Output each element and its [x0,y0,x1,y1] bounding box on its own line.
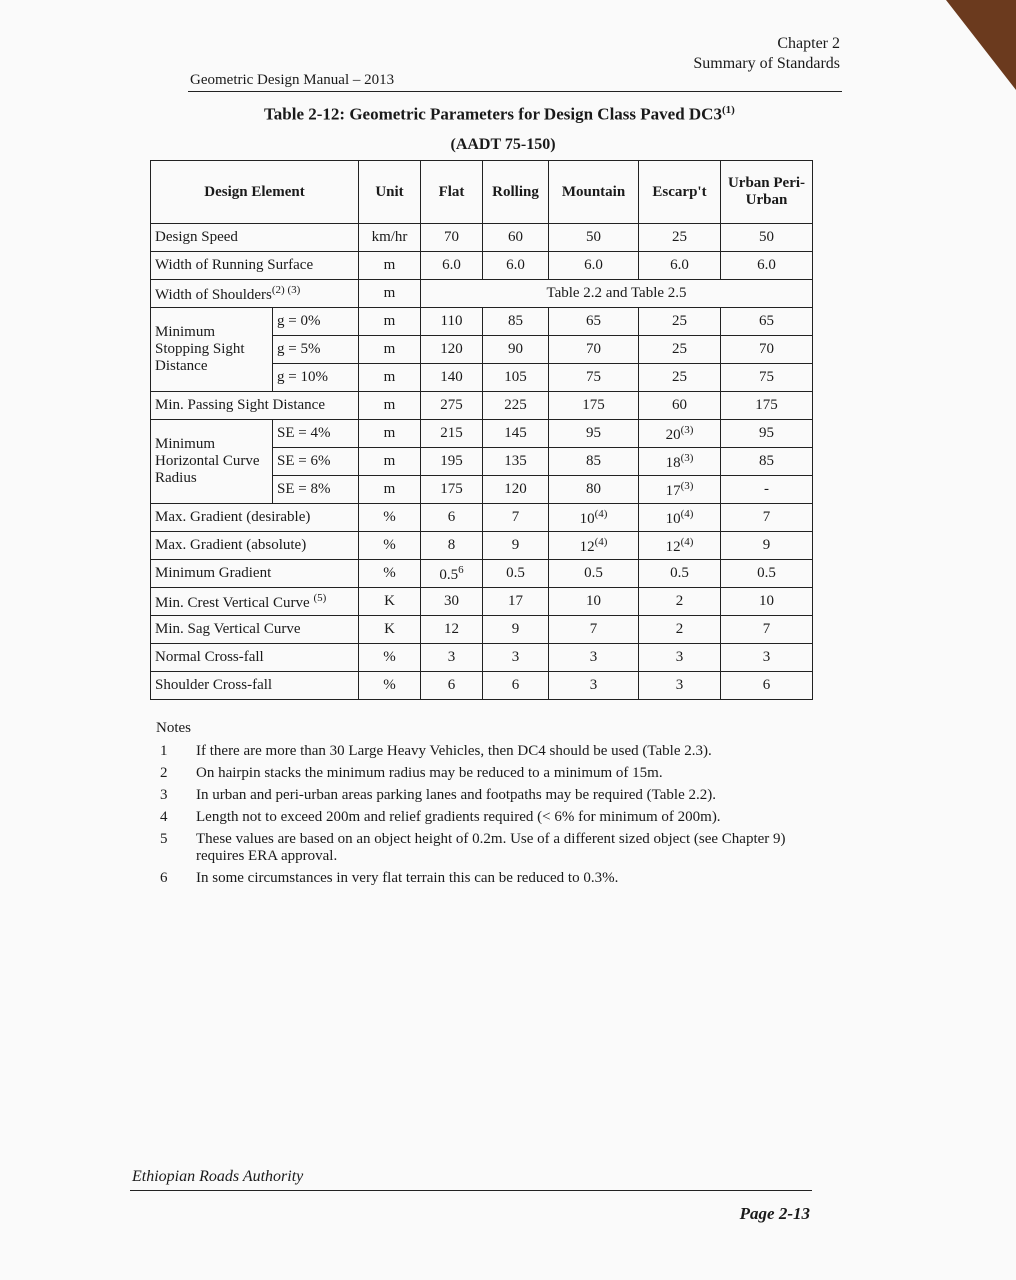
value-cell: 0.5 [483,560,549,588]
value-cell: 95 [549,420,639,448]
value-cell: 7 [721,504,813,532]
value-cell: 120 [483,476,549,504]
value-cell: 6.0 [483,252,549,280]
unit-cell: % [359,504,421,532]
unit-cell: m [359,420,421,448]
col-header-urban: Urban Peri-Urban [721,161,813,224]
value-cell: 9 [483,616,549,644]
row-label: Width of Shoulders$^{(2) (3)}$ [151,280,359,308]
table-row [151,392,813,420]
condition-cell: g = 0% [273,308,359,336]
value-cell: 20$^{(3)}$ [639,420,721,448]
value-cell: 17 [483,588,549,616]
unit-cell: K [359,616,421,644]
table-row [151,420,813,448]
value-cell: 3 [549,644,639,672]
value-cell: 50 [721,224,813,252]
note-text: On hairpin stacks the minimum radius may be reduced to a minimum of 15m. [196,765,663,781]
value-cell: 215 [421,420,483,448]
row-label: Max. Gradient (desirable) [151,504,359,532]
col-header-flat: Flat [421,161,483,224]
notes-section [156,720,796,892]
col-header-escarpment: Escarp't [639,161,721,224]
value-cell: 85 [549,448,639,476]
row-label: Max. Gradient (absolute) [151,532,359,560]
note-item [156,809,796,826]
row-label: Normal Cross-fall [151,644,359,672]
table-row [151,308,813,336]
value-cell: 90 [483,336,549,364]
note-number: 6 [160,870,168,886]
group-label-horizontal-radius: Minimum Horizontal Curve Radius [151,420,273,504]
value-cell: 60 [639,392,721,420]
value-cell: 3 [421,644,483,672]
unit-cell: % [359,560,421,588]
page-number: Page 2-13 [739,1204,810,1223]
value-cell: 195 [421,448,483,476]
condition-cell: SE = 4% [273,420,359,448]
note-text: Length not to exceed 200m and relief gradients required (< 6% for minimum of 200m). [196,809,721,825]
unit-cell: % [359,532,421,560]
running-header-right [693,34,840,74]
value-cell: 0.5 [721,560,813,588]
table-row [151,280,813,308]
value-cell: 7 [483,504,549,532]
value-cell: 140 [421,364,483,392]
value-cell: 6 [721,672,813,700]
value-cell: 6.0 [639,252,721,280]
value-cell: 9 [721,532,813,560]
unit-cell: km/hr [359,224,421,252]
value-cell: 85 [721,448,813,476]
value-cell: 175 [549,392,639,420]
value-cell: 3 [721,644,813,672]
table-row [151,224,813,252]
table-header-row [151,161,813,224]
section-label: Summary of Standards [693,55,840,72]
note-number: 5 [160,831,168,847]
row-label: Minimum Gradient [151,560,359,588]
unit-cell: m [359,308,421,336]
value-cell: 275 [421,392,483,420]
value-cell: 8 [421,532,483,560]
value-cell: 120 [421,336,483,364]
value-cell: 3 [549,672,639,700]
value-cell: 60 [483,224,549,252]
unit-cell: m [359,336,421,364]
value-cell: 225 [483,392,549,420]
value-cell: - [721,476,813,504]
value-cell: 80 [549,476,639,504]
row-label: Min. Crest Vertical Curve $^{(5)}$ [151,588,359,616]
table-row [151,616,813,644]
value-cell: 12 [421,616,483,644]
value-cell: 75 [549,364,639,392]
note-item [156,787,796,804]
value-cell: 6.0 [549,252,639,280]
table-subtitle: (AADT 75-150) [450,136,556,153]
note-number: 2 [160,765,168,781]
row-label: Min. Passing Sight Distance [151,392,359,420]
value-cell: 10$^{(4)}$ [549,504,639,532]
header-rule [188,91,842,92]
col-header-design-element: Design Element [151,161,359,224]
value-cell: 175 [721,392,813,420]
value-cell: 9 [483,532,549,560]
value-cell: 65 [549,308,639,336]
value-cell: $0.5^6$ [421,560,483,588]
value-cell: 3 [639,672,721,700]
note-number: 4 [160,809,168,825]
value-cell: 25 [639,336,721,364]
value-cell: 65 [721,308,813,336]
note-item [156,831,796,865]
value-cell: 17$^{(3)}$ [639,476,721,504]
value-cell: 175 [421,476,483,504]
condition-cell: g = 5% [273,336,359,364]
unit-cell: % [359,672,421,700]
shoulder-reference-cell: Table 2.2 and Table 2.5 [421,280,813,308]
value-cell: 50 [549,224,639,252]
value-cell: 25 [639,224,721,252]
note-text: In urban and peri-urban areas parking lanes and footpaths may be required (Table 2.2). [196,787,716,803]
value-cell: 70 [421,224,483,252]
note-item [156,765,796,782]
value-cell: 6 [421,672,483,700]
table-row [151,644,813,672]
notes-title: Notes [156,720,191,736]
value-cell: 25 [639,308,721,336]
value-cell: 6.0 [721,252,813,280]
value-cell: 6 [421,504,483,532]
value-cell: 2 [639,616,721,644]
value-cell: 105 [483,364,549,392]
table-row [151,504,813,532]
geometric-parameters-table [150,160,813,700]
value-cell: 85 [483,308,549,336]
value-cell: 0.5 [639,560,721,588]
value-cell: 2 [639,588,721,616]
row-label: Width of Running Surface [151,252,359,280]
col-header-mountain: Mountain [549,161,639,224]
condition-cell: SE = 8% [273,476,359,504]
table-title: Table 2-12: Geometric Parameters for Design Class Paved DC3$^{(1)}$ [264,104,735,124]
value-cell: 18$^{(3)}$ [639,448,721,476]
table-row [151,672,813,700]
value-cell: 10 [721,588,813,616]
note-text: In some circumstances in very flat terrain this can be reduced to 0.3%. [196,870,619,886]
value-cell: 0.5 [549,560,639,588]
unit-cell: m [359,252,421,280]
value-cell: 10 [549,588,639,616]
col-header-rolling: Rolling [483,161,549,224]
page-corner-shadow [946,0,1016,90]
table-row [151,560,813,588]
table-row [151,252,813,280]
note-text: These values are based on an object height of 0.2m. Use of a different sized object (see Chapter 9) requires ERA approval. [196,831,786,864]
value-cell: 70 [721,336,813,364]
row-label: Shoulder Cross-fall [151,672,359,700]
value-cell: 3 [483,644,549,672]
unit-cell: m [359,476,421,504]
condition-cell: g = 10% [273,364,359,392]
value-cell: 145 [483,420,549,448]
row-label: Design Speed [151,224,359,252]
note-item [156,870,796,887]
condition-cell: SE = 6% [273,448,359,476]
value-cell: 25 [639,364,721,392]
row-label: Min. Sag Vertical Curve [151,616,359,644]
value-cell: 70 [549,336,639,364]
chapter-label: Chapter 2 [777,35,840,52]
value-cell: 10$^{(4)}$ [639,504,721,532]
group-label-stopping-sight: Minimum Stopping Sight Distance [151,308,273,392]
footer-rule [130,1190,812,1191]
unit-cell: m [359,448,421,476]
unit-cell: m [359,364,421,392]
value-cell: 95 [721,420,813,448]
value-cell: 7 [721,616,813,644]
value-cell: 6.0 [421,252,483,280]
note-item [156,743,796,760]
value-cell: 12$^{(4)}$ [549,532,639,560]
value-cell: 75 [721,364,813,392]
note-text: If there are more than 30 Large Heavy Vehicles, then DC4 should be used (Table 2.3). [196,743,712,759]
manual-title: Geometric Design Manual – 2013 [190,72,395,88]
col-header-unit: Unit [359,161,421,224]
value-cell: 135 [483,448,549,476]
note-number: 3 [160,787,168,803]
note-number: 1 [160,743,168,759]
value-cell: 12$^{(4)}$ [639,532,721,560]
value-cell: 7 [549,616,639,644]
unit-cell: m [359,392,421,420]
footer-organization: Ethiopian Roads Authority [132,1168,304,1185]
table-row [151,532,813,560]
value-cell: 3 [639,644,721,672]
unit-cell: % [359,644,421,672]
table-row [151,588,813,616]
value-cell: 6 [483,672,549,700]
unit-cell: K [359,588,421,616]
value-cell: 110 [421,308,483,336]
value-cell: 30 [421,588,483,616]
unit-cell: m [359,280,421,308]
